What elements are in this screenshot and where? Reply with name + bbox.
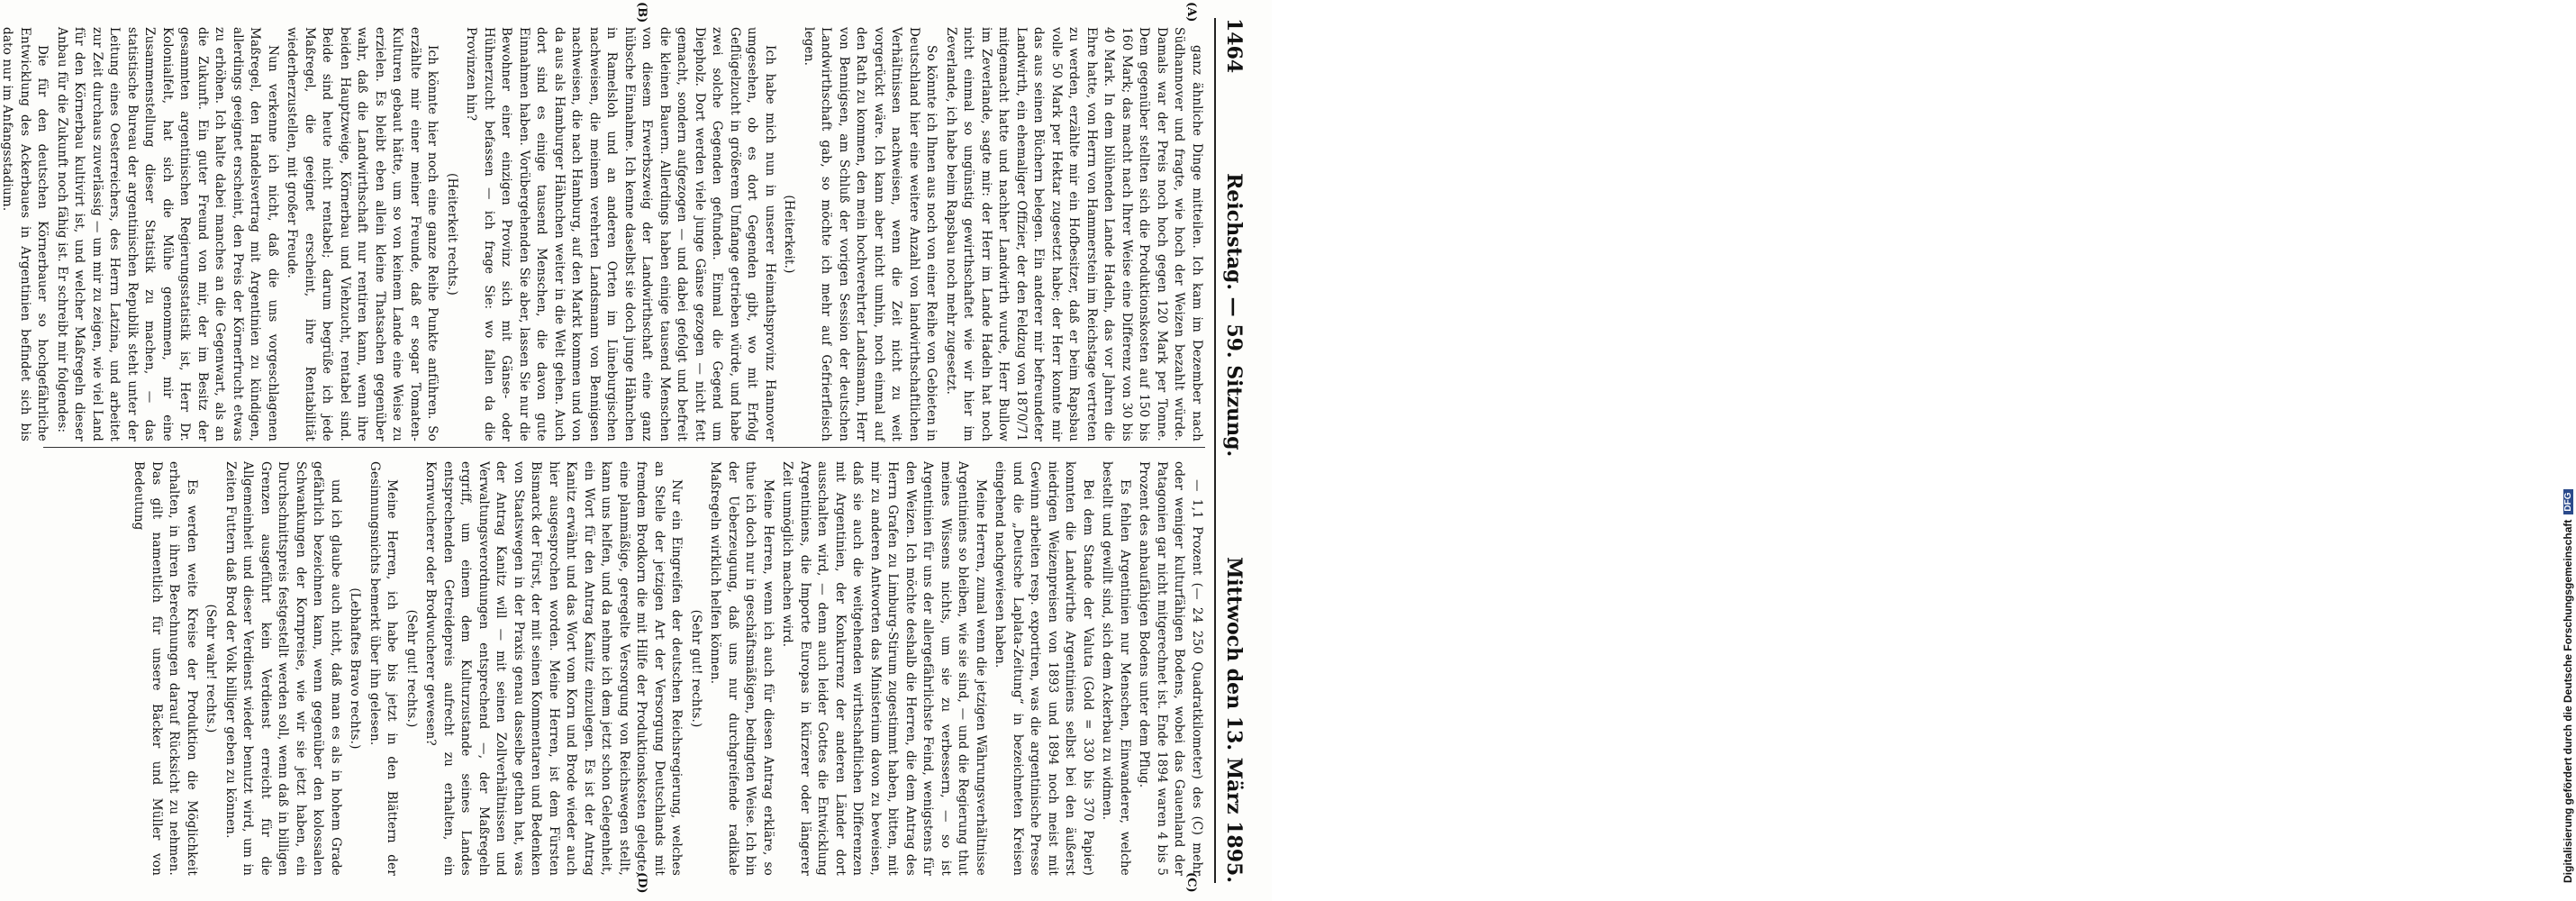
page-number: 1464 [1222,18,1246,74]
paragraph: So könnte ich Ihnen aus noch von einer Reihe von Gebieten in Deutschland hier eine weitere Anzahl von landwirthschaftlichen Verhältnissen nachweisen, wenn die Zeit nicht zu weit vorgerückt wäre. Ich kann aber nicht umhin, noch einmal auf den Rath zu kommen, den mein hochverehrter Landsmann, Herr von Bennigsen, am Schluß der vorigen Session der deutschen Landwirthschaft gab, so möchte ich mehr auf Gefrierfleisch legen. [802,27,939,441]
paragraph: und ich glaube auch nicht, daß man es als in hohem Grade gefährlich bezeichnen kann, wenn gegenüber den kolossalen Schwankungen der Kornpreise, wie wir sie jetzt haben, ein Durchschnittspreis festgestellt werden soll, wenn daß in billigen Grenzen ausgeführt kein Verdienst erreicht für die Allgemeinheit und dieser Verdienst wieder benutzt wird, um in Zeiten Futtern daß Brod der Volk billiger geben zu können. [223,461,343,876]
paragraph: Nur ein Eingreifen der deutschen Reichsregierung, welches an Stelle der jetzigen Art der Versorgung Deutschlands mit fremdem Brodkorn die mit Hilfe der Produktionskosten gelegte, eine planmäßige, geregelte Versorgung von Reichswegen stellt, kann uns helfen, und da nehme ich dem jetzt schon Gelegenheit, ein Wort für den Antrag Kanitz einzulegen. Es ist der Antrag Kanitz erwähnt und das Wort vom Korn und Brode wieder auch hier ausgesprochen worden. Meine Herren, ist dem Fürsten Bismarck der Fürst, der mit seinen Kommentaren und Bedenken von Staatswegen in der Praxis genau dasselbe gethan hat, was der Antrag Kanitz will — mit seinen Zollverhältnissen und Verwaltungsverordnungen entsprechend —, der Maßregeln ergriff, um einem dem Kulturzustande seines Landes entsprechenden Getreidepreis aufrecht zu erhalten, ein Kornwucherer oder Brodwucherer gewesen? [423,461,685,876]
column-divider [43,447,1205,448]
text-column-left [0,27,1205,441]
page-header [1214,18,1252,883]
margin-marker-a: (A) [1184,2,1198,23]
paragraph: (Heiterkeit rechts.) [445,172,459,296]
header-date: Mittwoch den 13. März 1895. [1222,557,1246,883]
paragraph: Ich habe mich nun in unserer Heimathsprovinz Hannover umgesehen, ob es dort Gegenden gibt, wo mit Erfolg Geflügelzucht in größerem Umfange getrieben würde, und habe zwei solche Gegenden gefunden. Einmal die Gegend um Diepholz. Dort werden viele junge Gänse gezogen — nicht fett gemacht, sondern aufgezogen — und dabei gefolgt und befreit die kleinen Bauern. Allerdings haben einige tausend Menschen von diesem Erwerbszweig der Landwirthschaft eine ganz hübsche Einnahme. Ich kenne daselbst sie doch junge Hähnchen in Ramelsloh und an anderen Orten im Lüneburgischen nachweisen, die meinem verehrten Landsmann von Bennigsen nachweisen, die nach Hamburg, auf den Markt kommen und von da aus als Hamburger Hähnchen weiter in die Welt gehen. Auch dort sind es einige tausend Menschen, die davon gute Einnahmen haben. Vorübergehenden Sie aber, lassen Sie nur die Bewohner einer einzigen Provinz sich mit Gänse- oder Hühnerzucht befassen — ich frage Sie: wo fallen da die Provinzen hin? [464,27,777,441]
paragraph: ganz ähnliche Dinge mitteilen. Ich kam im Dezember nach Südhannover und fragte, wie hoch der Weizen bezahlt würde. Damals war der Preis noch hoch gegen 120 Mark per Tonne. Dem gegenüber stellten sich die Produktionskosten auf 150 bis 160 Mark; das macht nach Ihrer Weise eine Differenz von 30 bis 40 Mark. In dem blühenden Lande Hadeln, das vor Jahren die Ehre hatte, von Herrn von Hammerstein im Reichstage vertreten zu werden, erzählte mir ein Hofbesitzer, daß er beim Rapsbau volle 50 Mark per Hektar zugesetzt habe; der Herr konnte mir das aus seinen Büchern belegen. Ein anderer mir befreundeter Landwirth, ein ehemaliger Offizier, der den Feldzug von 1870/71 mitgemacht hatte und nachher Landwirth wurde, Herr Bullow im Zeverlande, sagte mir: der Herr im Lande Hadeln hat noch nicht einmal so ungünstig gewirthschaftet wie wir hier im Zeverlande, ich habe beim Rapsbau noch mehr zugesetzt. [944,27,1204,441]
margin-marker-c: (C) [1184,872,1198,893]
paragraph: (Sehr gut! rechts.) [689,609,703,728]
paragraph: (Sehr wahr! rechts.) [204,604,219,733]
header-title: Reichstag. — 59. Sitzung. [1222,173,1246,458]
paragraph: Nun verkenne ich nicht, daß die uns vorgeschlagenen Maßregel, den Handelsvertrag mit Argentinien zu kündigen, allerdings geeignet erscheint, den Preis der Körnerfrucht etwas zu erhöhen. Ich halte dabei manches an die Gegenwart, als an die Zukunft. Ein guter Freund von mir, der im Besitz der gesammten argentinischen Regierungsstatistik ist, Herr Dr. Kolonialfelt, hat sich die Mühe genommen, mir eine Zusammenstellung dieser Statistik zu machen, — das statistische Bureau der argentinischen Republik steht unter der Leitung eines Oesterreichers, des Herrn Latzina, und arbeitet zur Zeit durchaus zuverlässig — um mir zu zeigen, wie viel Land für den Körnerbau kultivirt ist, und welcher Maßregeln dieser Anbau für die Zukunft noch fähig ist. Er schreibt mir folgendes: [55,27,280,441]
paragraph: (Heiterkeit.) [782,195,797,274]
footer-credit: Digitalisierung gefördert durch die Deutsche Forschungsgemeinschaft [2562,519,2574,883]
rotated-page-content [0,0,1270,901]
paragraph: Die für den deutschen Körnerbauer so hochgefährliche Entwicklung des Ackerbaues in Argentinien befindet sich bis dato nur im Anfangsstadium. [0,27,50,441]
paragraph: Bei dem Stande der Valuta (Gold = 330 bis 370 Papier) konnten die Landwirthe Argentiniens selbst bei den äußerst niedrigen Weizenpreisen von 1893 und 1894 noch meist mit Gewinn arbeiten resp. exportiren, was die argentinische Presse und die „Deutsche Laplata-Zeitung“ in bezeichneten Kreisen eingehend nachgewiesen haben. [993,461,1095,876]
text-column-right [52,461,1205,876]
paragraph: Meine Herren, ich habe bis jetzt in den Blättern der Gesinnungsnichts bemerkt über ihn gelesen. [367,461,400,876]
paragraph: Meine Herren, zumal wenn die jetzigen Währungsverhältnisse Argentiniens so bleiben, wie sie sind, — und die Regierung thut meines Wissens nichts, um sie zu verbessern, — so ist Argentinien für uns der allergefährlichste Feind, wenigstens für den Weizen. Ich möchte deshalb die Herren, die dem Antrag des Herrn Grafen zu Limburg-Stirum zugestimmt haben, bitten, mit mir zu anderen Antworten das Ministerium davon zu beweisen, daß sie auch die weitgehenden wirthschaftlichen Differenzen mit Argentinien, der Konkurrenz der anderen Länder dort ausschalten wird, — denn auch leider Gottes die Entwicklung Argentiniens, die Importe Europas in kürzerer oder längerer Zeit unmöglich machen wird. [780,461,988,876]
footer-credit-row [2560,0,2576,901]
paragraph: Meine Herren, wenn ich auch für diesen Antrag erkläre, so thue ich doch nur in geschäftsmäßigen, bedingten Weise. Ich bin der Ueberzeugung, daß uns nur durchgreifende radikale Maßregeln wirklich helfen können. [708,461,776,876]
paragraph: (Lebhaftes Bravo rechts.) [348,587,363,750]
dfg-logo: DFG [2563,489,2573,514]
paragraph: (Sehr gut! rechts.) [404,609,419,728]
footer-strip [1272,0,2574,901]
margin-marker-b: (B) [635,2,649,23]
margin-marker-d: (D) [635,872,649,894]
paragraph: Es werden weite Kreise der Produktion die Möglichkeit erhalten, in ihren Berechnungen darauf Rücksicht zu nehmen. Das gilt namentlich für unsere Bäcker und Müller von Bedeutung [132,461,199,876]
paragraph: Ich könnte hier noch eine ganze Reihe Punkte anführen. So erzählte mir einer meiner Freunde, daß er sogar Tomaten-Kulturen gebaut hätte, um so von keinem Lande eine Weise zu erzielen. Es bleibt eben allein kleine Thatsachen gegenüber wahr, daß die Landwirthschaft nur rentiren kann, wenn ihre beiden Hauptzweige, Körnerbau und Viehzucht, rentabel sind. Beide sind heute nicht rentabel; darum begrüße ich jede Maßregel, die geeignet erscheint, ihre Rentabilität wiederherzustellen, mit großer Freude. [285,27,440,441]
paragraph: — 1,1 Prozent (— 24 250 Quadratkilometer) des (C) mehr oder weniger kulturfähigen Bodens, wobei das Gauenland der Patagonien gar nicht mitgerechnet ist. Ende 1894 waren 4 bis 5 Prozent des anbaufähigen Bodens unter dem Pflug. [1137,461,1204,876]
paragraph: Es fehlen Argentinien nur Menschen, Einwanderer, welche bestellt und gewillt sind, sich dem Ackerbau zu widmen. [1100,461,1132,876]
